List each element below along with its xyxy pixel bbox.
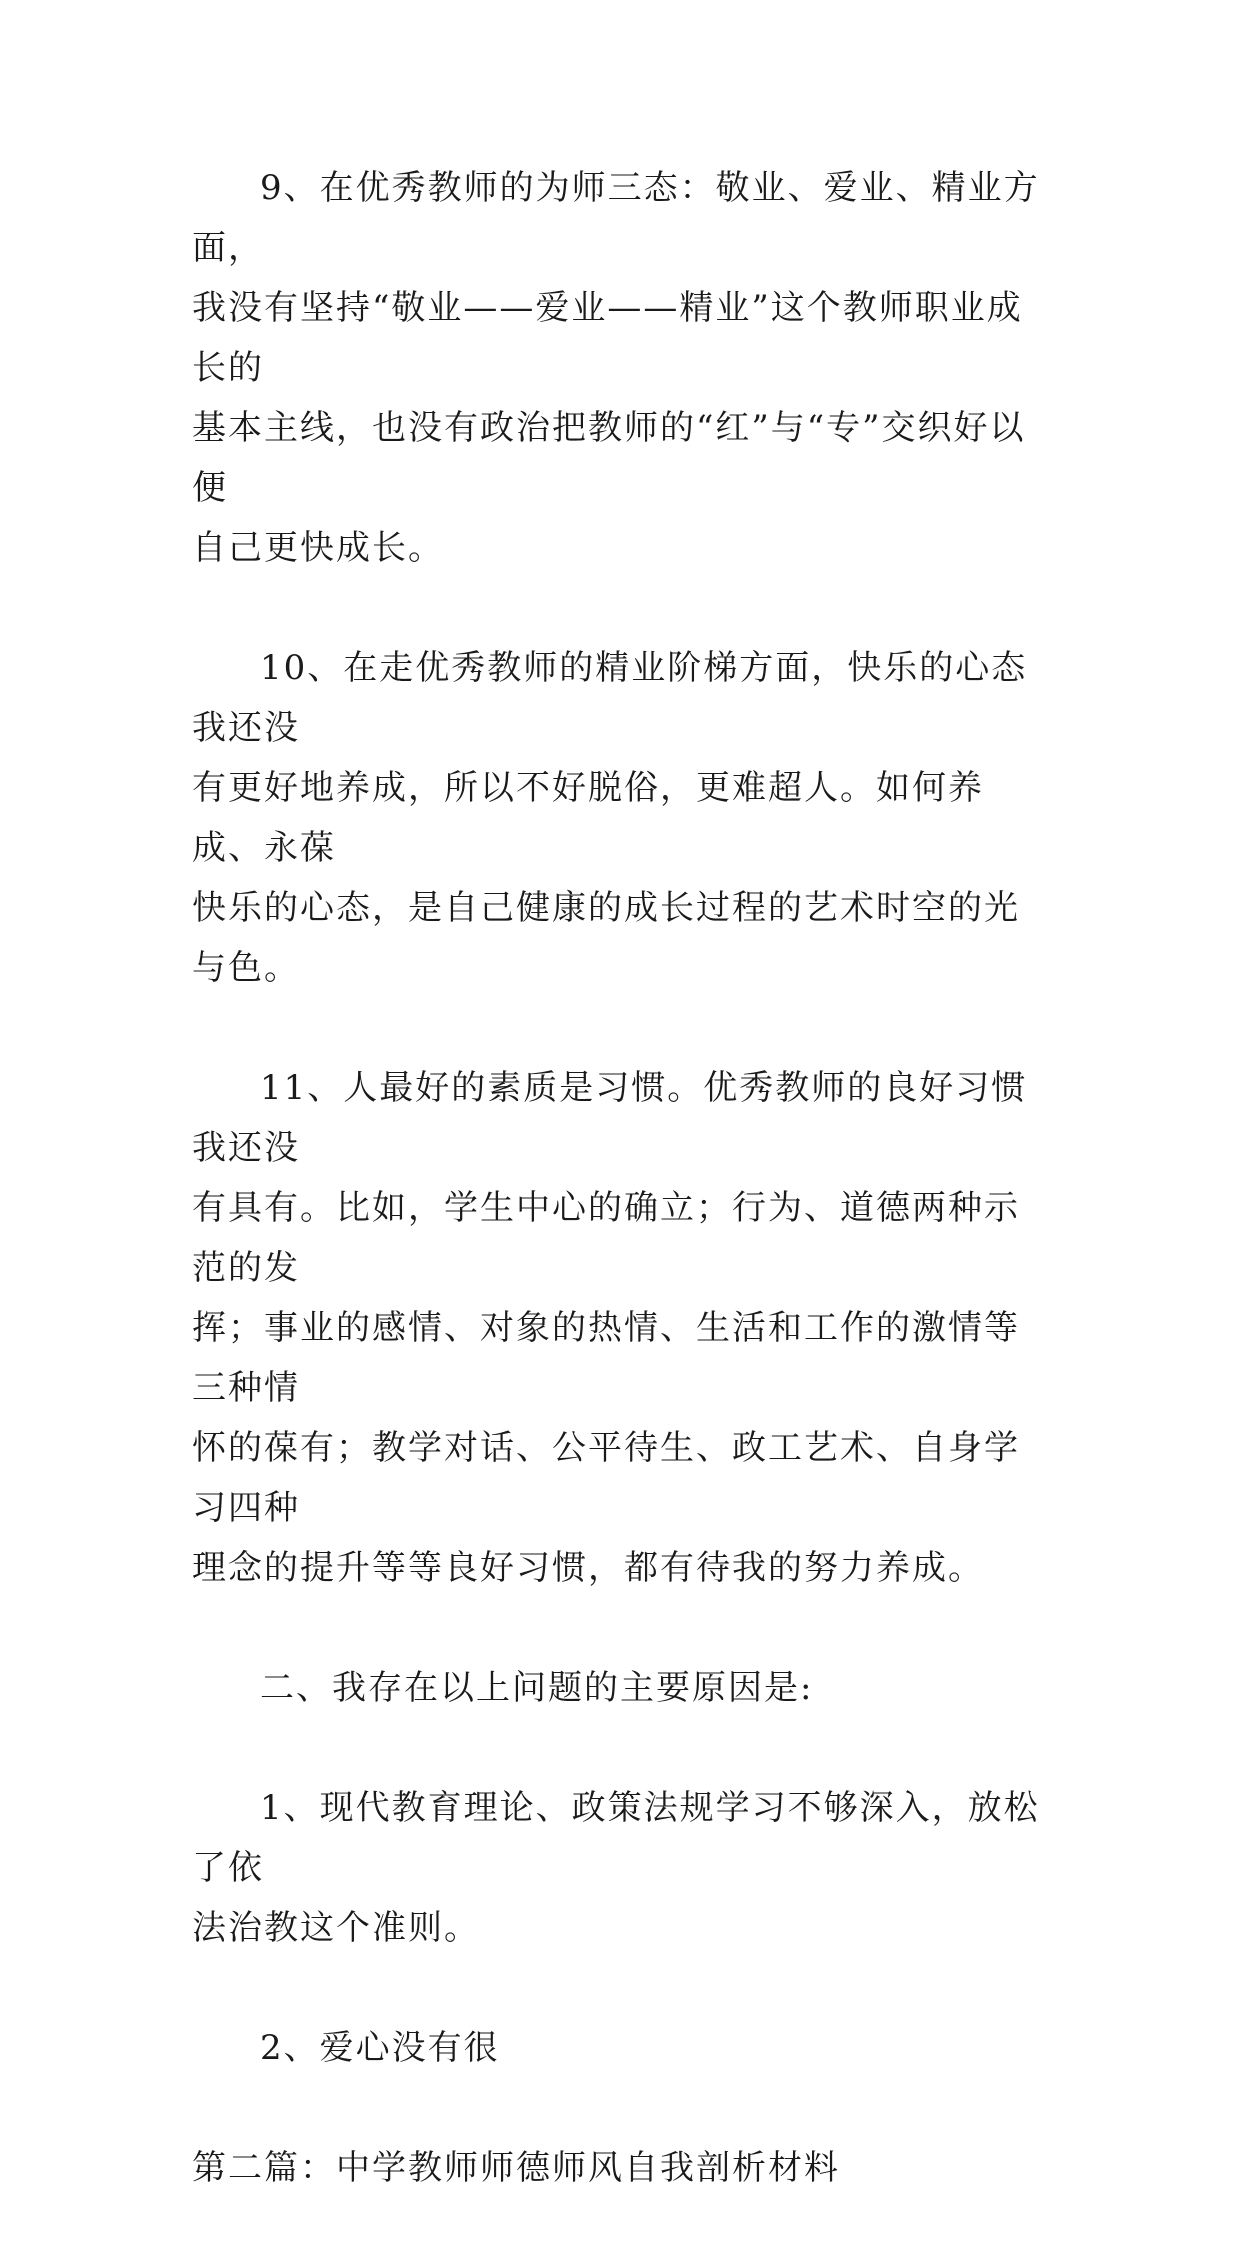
text-line: 第二篇：中学教师师德师风自我剖析材料 [192,2148,840,2188]
text-line: 快乐的心态，是自己健康的成长过程的艺术时空的光与色。 [192,888,1020,988]
text-line: 基本主线，也没有政治把教师的“红”与“专”交织好以便 [192,408,1026,508]
text-line: 我没有坚持“敬业——爱业——精业”这个教师职业成长的 [192,288,1023,388]
section-heading-reasons [192,1658,1052,1718]
text-line: 理念的提升等等良好习惯，都有待我的努力养成。 [192,1548,984,1588]
text-line: 有更好地养成，所以不好脱俗，更难超人。如何养成、永葆 [192,768,984,868]
paragraph-item-11 [192,1058,1052,1598]
text-line: 有具有。比如，学生中心的确立；行为、道德两种示范的发 [192,1188,1020,1288]
text-line: 9、在优秀教师的为师三态：敬业、爱业、精业方面， [192,168,1040,268]
document-body [192,158,1052,2258]
text-line: 10、在走优秀教师的精业阶梯方面，快乐的心态我还没 [192,648,1028,748]
text-line: 怀的葆有；教学对话、公平待生、政工艺术、自身学习四种 [192,1428,1020,1528]
paragraph-item-10 [192,638,1052,998]
text-line: 二、我存在以上问题的主要原因是: [260,1668,814,1708]
text-line: 1、现代教育理论、政策法规学习不够深入，放松了依 [192,1788,1040,1888]
text-line: 11、人最好的素质是习惯。优秀教师的良好习惯我还没 [192,1068,1028,1168]
section-heading-part-two [192,2138,1052,2198]
text-line: 法治教这个准则。 [192,1908,480,1948]
paragraph-reason-1 [192,1778,1052,1958]
paragraph-reason-2 [192,2018,1052,2078]
paragraph-item-9 [192,158,1052,578]
text-line: 挥；事业的感情、对象的热情、生活和工作的激情等三种情 [192,1308,1020,1408]
text-line: 2、爱心没有很 [260,2028,500,2068]
text-line: 自己更快成长。 [192,528,444,568]
